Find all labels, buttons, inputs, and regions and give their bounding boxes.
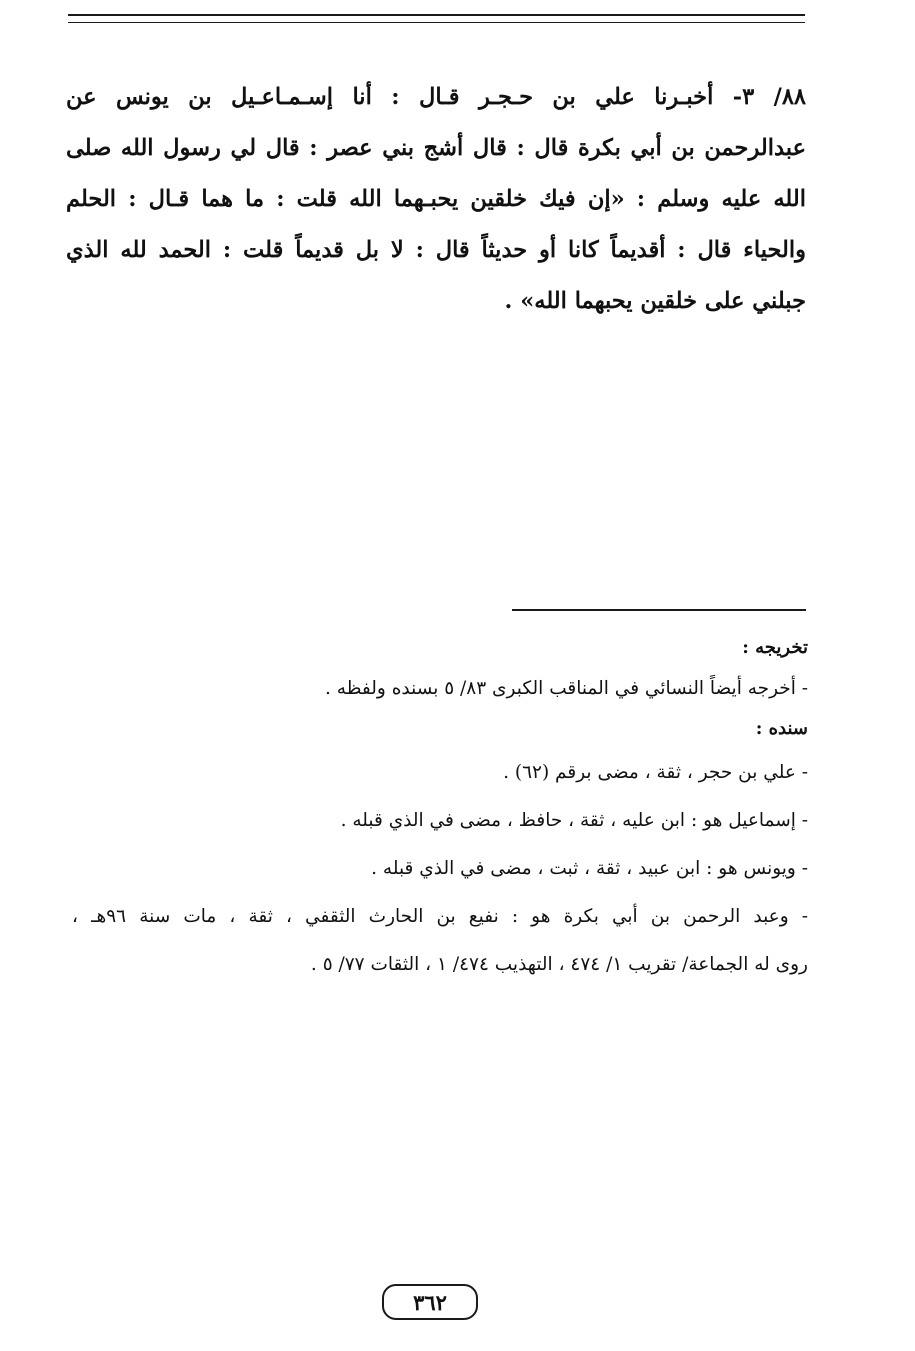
footnote-separator [512, 609, 806, 611]
hadith-line: جبلني على خلقين يحبهما الله» . [504, 288, 806, 314]
sanad-heading: سنده : [755, 718, 808, 739]
takhrij-line: - أخرجه أيضاً النسائي في المناقب الكبرى ٨٣/ ٥ بسنده ولفظه . [325, 678, 808, 699]
footnotes [72, 628, 808, 989]
hadith-line: عبدالرحمن بن أبي بكرة قال : قال أشج بني عصر : قال لي رسول الله صلى [66, 135, 806, 161]
sanad-line: - ويونس هو : ابن عبيد ، ثقة ، ثبت ، مضى في الذي قبله . [371, 858, 808, 879]
hadith-text [66, 72, 806, 327]
takhrij-heading: تخريجه : [742, 637, 808, 658]
header-rule-thin [68, 22, 805, 23]
page-number: ٣٦٢ [413, 1289, 447, 1315]
hadith-line: ٨٨/ ٣- أخبـرنا علي بن حـجـر قـال : أنا إسـمـاعـيل بن يونس عن [66, 84, 806, 110]
sanad-line: روى له الجماعة/ تقريب ١/ ٤٧٤ ، التهذيب ٤٧٤/ ١ ، الثقات ٧٧/ ٥ . [310, 954, 808, 975]
sanad-line: - علي بن حجر ، ثقة ، مضى برقم (٦٢) . [503, 762, 808, 783]
hadith-line: الله عليه وسلم : «إن فيك خلقين يحبـهما الله قلت : ما هما قـال : الحلم [66, 186, 806, 212]
page-number-frame [382, 1284, 478, 1320]
sanad-line: - وعبد الرحمن بن أبي بكرة هو : نفيع بن الحارث الثقفي ، ثقة ، مات سنة ٩٦هـ ، [72, 906, 808, 927]
header-rule-thick [68, 14, 805, 16]
sanad-line: - إسماعيل هو : ابن عليه ، ثقة ، حافظ ، مضى في الذي قبله . [340, 810, 808, 831]
hadith-line: والحياء قال : أقديماً كانا أو حديثاً قال : لا بل قديماً قلت : الحمد لله الذي [66, 237, 806, 263]
